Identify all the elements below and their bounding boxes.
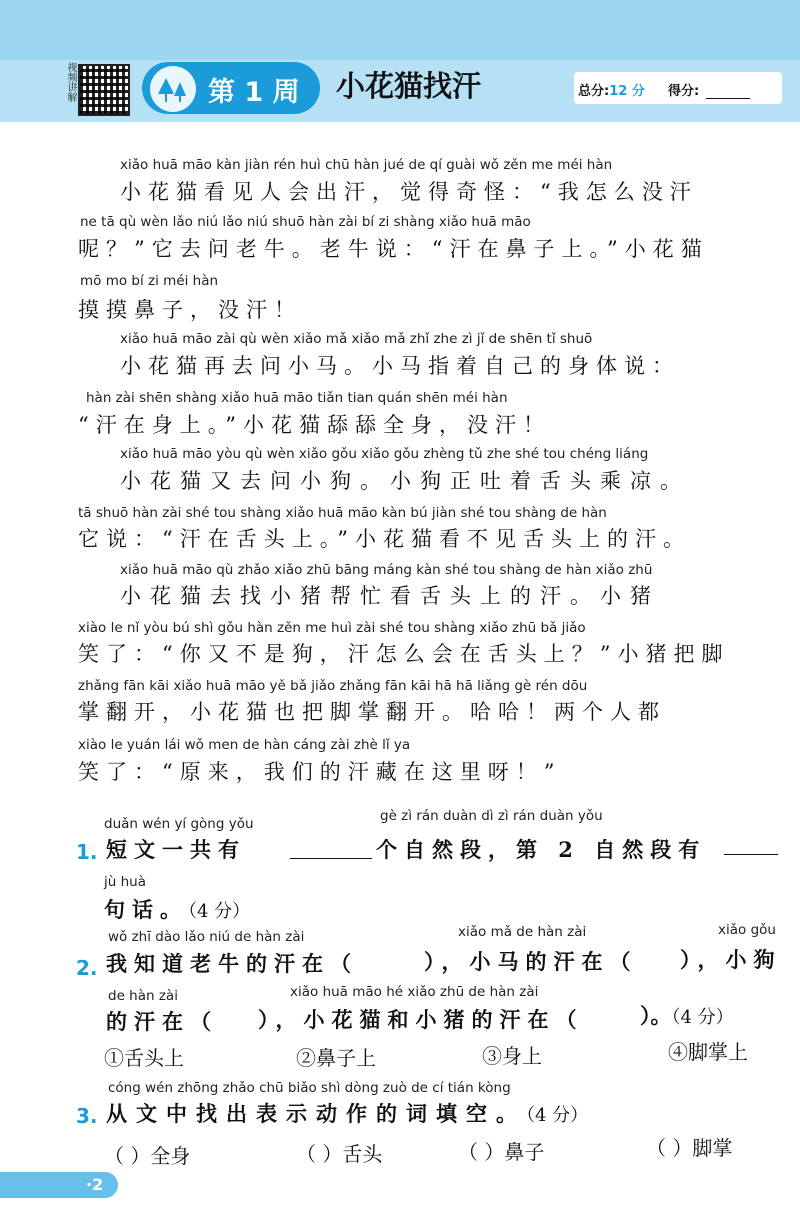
passage-line-9: 笑了：“你又不是狗，汗怎么会在舌头上？”小猪把脚: [78, 642, 730, 666]
score-total-label: 总分:: [578, 84, 610, 99]
passage-pinyin-6: xiǎo huā māo yòu qù wèn xiǎo gǒu xiǎo gǒu zhèng tǔ zhe shé tou chéng liáng: [120, 446, 649, 462]
qr-code-icon[interactable]: [78, 64, 130, 116]
q3-blank-2[interactable]: （ ）舌头: [296, 1142, 383, 1166]
q1-text-c-main: 句话。: [104, 897, 188, 922]
q1-blank-sentences[interactable]: [724, 854, 778, 855]
q2-text-b: ），小马的汗在（: [424, 949, 638, 974]
passage-line-11: 笑了：“原来，我们的汗藏在这里呀！”: [78, 760, 562, 784]
q1-number: 1.: [76, 840, 98, 864]
q3-pinyin-a: cóng wén zhōng zhǎo chū biǎo shì dòng zuò de cí tián kòng: [108, 1080, 511, 1096]
q2-text-f-main: ）。: [640, 1003, 672, 1028]
qr-label: 视频讲解: [65, 62, 76, 102]
passage-pinyin-5: hàn zài shēn shàng xiǎo huā māo tiǎn tian quán shēn méi hàn: [86, 390, 508, 406]
passage-pinyin-3: mō mo bí zi méi hàn: [80, 273, 219, 289]
passage-pinyin-10: zhǎng fān kāi xiǎo huā māo yě bǎ jiǎo zhǎng fān kāi hā hā liǎng gè rén dōu: [78, 678, 588, 694]
q2-option-1[interactable]: ①舌头上: [104, 1046, 184, 1070]
score-total: [578, 80, 645, 99]
q2-text-d: 的汗在（: [106, 1009, 218, 1034]
page-number: ·2: [86, 1175, 104, 1194]
passage-pinyin-8: xiǎo huā māo qù zhǎo xiǎo zhū bāng máng kàn shé tou shàng de hàn xiǎo zhū: [120, 562, 653, 578]
q1-pinyin-c: jù huà: [104, 874, 146, 890]
q3-blank-4[interactable]: （ ）脚掌: [646, 1136, 733, 1160]
q2-text-f: [640, 1000, 734, 1030]
q2-text-c: ），小狗: [680, 947, 782, 972]
q2-pinyin-d: de hàn zài: [108, 988, 178, 1004]
q3-blank-1[interactable]: （ ）全身: [104, 1144, 191, 1168]
q3-text-a-main: 从文中找出表示动作的词填空。: [106, 1101, 526, 1126]
q2-pinyin-c: xiǎo gǒu: [718, 922, 776, 938]
passage-line-3: 摸摸鼻子，没汗！: [78, 298, 302, 322]
passage-line-2: 呢？”它去问老牛。老牛说：“汗在鼻子上。”小花猫: [78, 237, 709, 261]
score-got-label: 得分:: [668, 84, 700, 99]
q1-pinyin-a: duǎn wén yí gòng yǒu: [104, 816, 254, 832]
q1-blank-paragraphs[interactable]: [290, 858, 372, 859]
passage-pinyin-1: xiǎo huā māo kàn jiàn rén huì chū hàn jué de qí guài wǒ zěn me méi hàn: [120, 157, 613, 173]
q3-blank-3[interactable]: （ ）鼻子: [458, 1140, 545, 1164]
passage-line-7: 它说：“汗在舌头上。”小花猫看不见舌头上的汗。: [78, 527, 691, 551]
passage-line-4: 小花猫再去问小马。小马指着自己的身体说：: [120, 354, 680, 378]
q2-pinyin-e: xiǎo huā māo hé xiǎo zhū de hàn zài: [290, 984, 539, 1000]
q1-text-b: 个自然段，第 2 自然段有: [376, 837, 707, 862]
q1-score: （4 分）: [188, 901, 251, 922]
passage-line-5: “汗在身上。”小花猫舔舔全身，没汗！: [78, 413, 551, 437]
passage-line-10: 掌翻开，小花猫也把脚掌翻开。哈哈！两个人都: [78, 700, 666, 724]
passage-pinyin-2: ne tā qù wèn lǎo niú lǎo niú shuō hàn zài bí zi shàng xiǎo huā māo: [80, 214, 531, 230]
score-input-line[interactable]: [706, 98, 750, 99]
q2-option-4[interactable]: ④脚掌上: [668, 1040, 748, 1064]
q3-number: 3.: [76, 1104, 98, 1128]
passage-line-1: 小花猫看见人会出汗，觉得奇怪：“我怎么没汗: [120, 180, 698, 204]
q1-text-a: 短文一共有: [106, 837, 246, 862]
passage-line-8: 小花猫去找小猪帮忙看舌头上的汗。小猪: [120, 584, 660, 608]
q1-pinyin-b: gè zì rán duàn dì zì rán duàn yǒu: [380, 808, 603, 824]
score-total-value: 12 分: [609, 84, 645, 99]
q2-score: （4 分）: [671, 1007, 734, 1028]
passage-pinyin-9: xiào le nǐ yòu bú shì gǒu hàn zěn me huì zài shé tou shàng xiǎo zhū bǎ jiǎo: [78, 620, 586, 636]
q2-number: 2.: [76, 956, 98, 980]
week-label: 第 1 周: [208, 77, 300, 108]
page-title: 小花猫找汗: [336, 69, 482, 103]
q2-text-a: 我知道老牛的汗在（: [106, 951, 358, 976]
passage-pinyin-7: tā shuō hàn zài shé tou shàng xiǎo huā māo kàn bú jiàn shé tou shàng de hàn: [78, 505, 607, 521]
passage-pinyin-11: xiào le yuán lái wǒ men de hàn cáng zài zhè lǐ ya: [78, 737, 411, 753]
q2-text-e: ），小花猫和小猪的汗在（: [258, 1007, 584, 1032]
q2-pinyin-a: wǒ zhī dào lǎo niú de hàn zài: [108, 929, 305, 945]
q3-score: （4 分）: [526, 1105, 589, 1126]
passage-line-6: 小花猫又去问小狗。小狗正吐着舌头乘凉。: [120, 469, 690, 493]
q1-text-c: [104, 894, 250, 924]
passage-pinyin-4: xiǎo huā māo zài qù wèn xiǎo mǎ xiǎo mǎ zhǐ zhe zì jǐ de shēn tǐ shuō: [120, 331, 593, 347]
q3-text-a: [106, 1098, 588, 1128]
tree-icon: [150, 66, 196, 112]
q2-option-3[interactable]: ③身上: [482, 1044, 542, 1068]
q2-option-2[interactable]: ②鼻子上: [296, 1046, 376, 1070]
q2-pinyin-b: xiǎo mǎ de hàn zài: [458, 924, 587, 940]
